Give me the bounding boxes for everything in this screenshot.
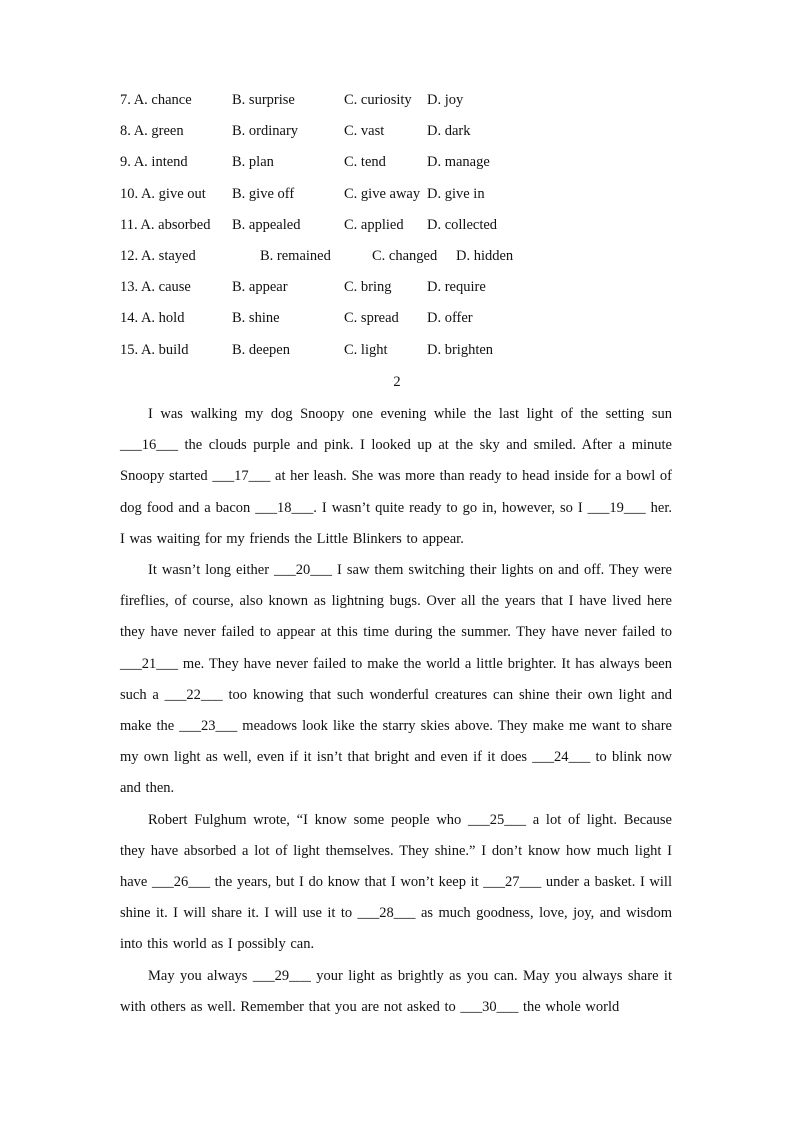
option-d: D. hidden [456,247,514,264]
option-c: C. tend [344,154,386,171]
option-row-14 [120,306,680,337]
option-c: C. applied [344,216,404,233]
option-b: B. give off [232,185,295,202]
option-d: D. dark [427,123,471,140]
passage-paragraph: I was walking my dog Snoopy one evening while the last light of the setting sun ___16___ the clouds purple and pink. I looked up at the sky and smiled. After a minute Snoopy started ___17___ at her leash. She was more than ready to head inside for a bowl of dog food and a bacon ___18___. I wasn’t quite ready to go in, however, so I ___19___ her. I was waiting for my friends the Little Blinkers to appear. [120,406,672,547]
passage-paragraph: Robert Fulghum wrote, “I know some people who ___25___ a lot of light. Because they have absorbed a lot of light themselves. They shine.” I don’t know how much light I have ___26___ the years, but I do know that I won’t keep it ___27___ under a basket. I will shine it. I will share it. I will use it to ___28___ as much goodness, love, joy, and wisdom into this world as I possibly can. [120,811,672,953]
option-d: D. brighten [427,341,494,358]
option-b: B. plan [232,154,274,171]
option-c: C. changed [372,247,438,264]
option-row-13 [120,275,680,306]
reading-passage [120,399,672,1023]
option-c: C. curiosity [344,92,412,108]
option-c: C. give away [344,185,421,202]
option-a: 15. A. build [120,341,189,358]
option-row-15 [120,338,680,369]
option-b: B. shine [232,310,280,327]
option-d: D. require [427,279,486,296]
option-b: B. appear [232,279,288,296]
option-c: C. light [344,341,388,358]
answer-options-list [120,88,680,369]
option-row-11 [120,213,680,244]
option-d: D. joy [427,92,464,108]
option-b: B. surprise [232,92,295,108]
option-a: 9. A. intend [120,154,188,171]
option-b: B. ordinary [232,123,299,140]
option-row-10 [120,182,680,213]
option-row-8 [120,119,680,150]
option-a: 11. A. absorbed [120,216,211,233]
option-d: D. give in [427,185,485,202]
option-row-12 [120,244,680,275]
section-number: 2 [393,374,401,390]
option-b: B. remained [260,247,331,264]
option-b: B. deepen [232,341,290,358]
option-row-7 [120,88,680,119]
option-a: 13. A. cause [120,279,191,296]
option-d: D. manage [427,154,490,171]
passage-paragraph: It wasn’t long either ___20___ I saw them switching their lights on and off. They were fireflies, of course, also known as lightning bugs. Over all the years that I have lived here they have never failed to appear at this time during the summer. They have never failed to ___21___ me. They have never failed to make the world a little brighter. It has always been such a ___22___ too knowing that such wonderful creatures can shine their own light and make the ___23___ meadows look like the starry skies above. They make me want to share my own light as well, even if it isn’t that bright and even if it does ___24___ to blink now and then. [120,562,672,797]
option-d: D. collected [427,216,498,233]
option-d: D. offer [427,310,473,327]
option-a: 8. A. green [120,123,184,140]
option-b: B. appealed [232,216,301,233]
option-a: 12. A. stayed [120,247,196,264]
option-a: 7. A. chance [120,92,192,108]
option-a: 10. A. give out [120,185,206,202]
option-c: C. bring [344,279,392,296]
passage-paragraph: May you always ___29___ your light as brightly as you can. May you always share it with others as well. Remember that you are not asked to ___30___ the whole world [120,967,672,1015]
option-c: C. spread [344,310,399,327]
option-a: 14. A. hold [120,310,185,327]
option-row-9 [120,150,680,181]
option-c: C. vast [344,123,385,140]
